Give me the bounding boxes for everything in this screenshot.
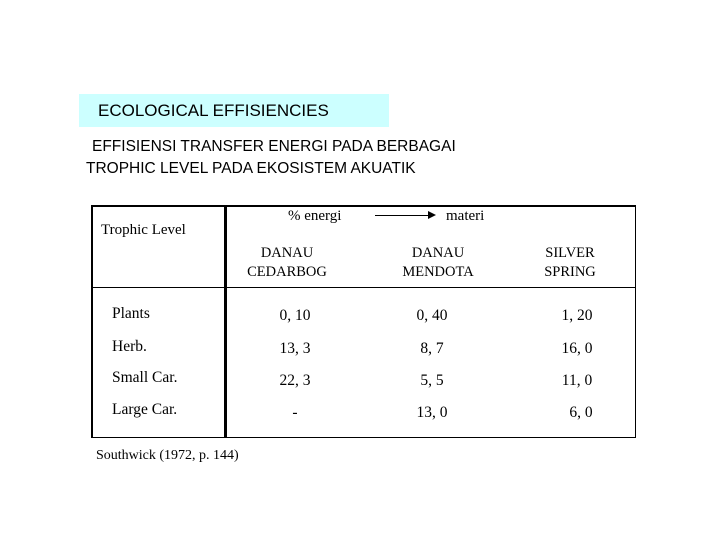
subtitle-line-2: TROPHIC LEVEL PADA EKOSISTEM AKUATIK bbox=[86, 160, 416, 177]
table-row-label: Plants bbox=[112, 305, 150, 322]
table-cell: 16, 0 bbox=[561, 340, 593, 357]
slide-title: ECOLOGICAL EFFISIENCIES bbox=[98, 100, 329, 120]
subtitle-line-1: EFFISIENSI TRANSFER ENERGI PADA BERBAGAI bbox=[92, 138, 456, 155]
table-cell: 11, 0 bbox=[561, 372, 593, 389]
table-cell: 22, 3 bbox=[279, 372, 311, 389]
materi-label: materi bbox=[446, 208, 485, 224]
row-header-trophic-level: Trophic Level bbox=[101, 222, 186, 238]
table-cell: 1, 20 bbox=[561, 307, 593, 324]
table-row-label: Large Car. bbox=[112, 401, 178, 418]
slide-subtitle bbox=[86, 136, 546, 180]
table-row-label: Herb. bbox=[112, 338, 147, 355]
table-cell: 5, 5 bbox=[420, 372, 444, 389]
slide-title-box bbox=[79, 94, 389, 127]
table-cell: 0, 10 bbox=[279, 307, 311, 324]
table-cell: - bbox=[292, 404, 298, 421]
table-cell: 8, 7 bbox=[420, 340, 444, 357]
table-cell: 6, 0 bbox=[569, 404, 593, 421]
arrow-right-icon bbox=[428, 211, 436, 219]
table-row-label: Small Car. bbox=[112, 369, 178, 386]
table-header-divider bbox=[91, 287, 636, 288]
table-vertical-divider bbox=[224, 205, 227, 438]
column-header-cedarbog: DANAU CEDARBOG bbox=[247, 245, 327, 280]
column-header-silver-spring: SILVER SPRING bbox=[544, 245, 596, 280]
table-cell: 0, 40 bbox=[416, 307, 448, 324]
column-header-mendota: DANAU MENDOTA bbox=[402, 245, 474, 280]
table-cell: 13, 0 bbox=[416, 404, 448, 421]
arrow-line bbox=[375, 215, 430, 216]
energy-label: % energi bbox=[288, 208, 342, 224]
table-cell: 13, 3 bbox=[279, 340, 311, 357]
source-citation: Southwick (1972, p. 144) bbox=[96, 448, 239, 463]
